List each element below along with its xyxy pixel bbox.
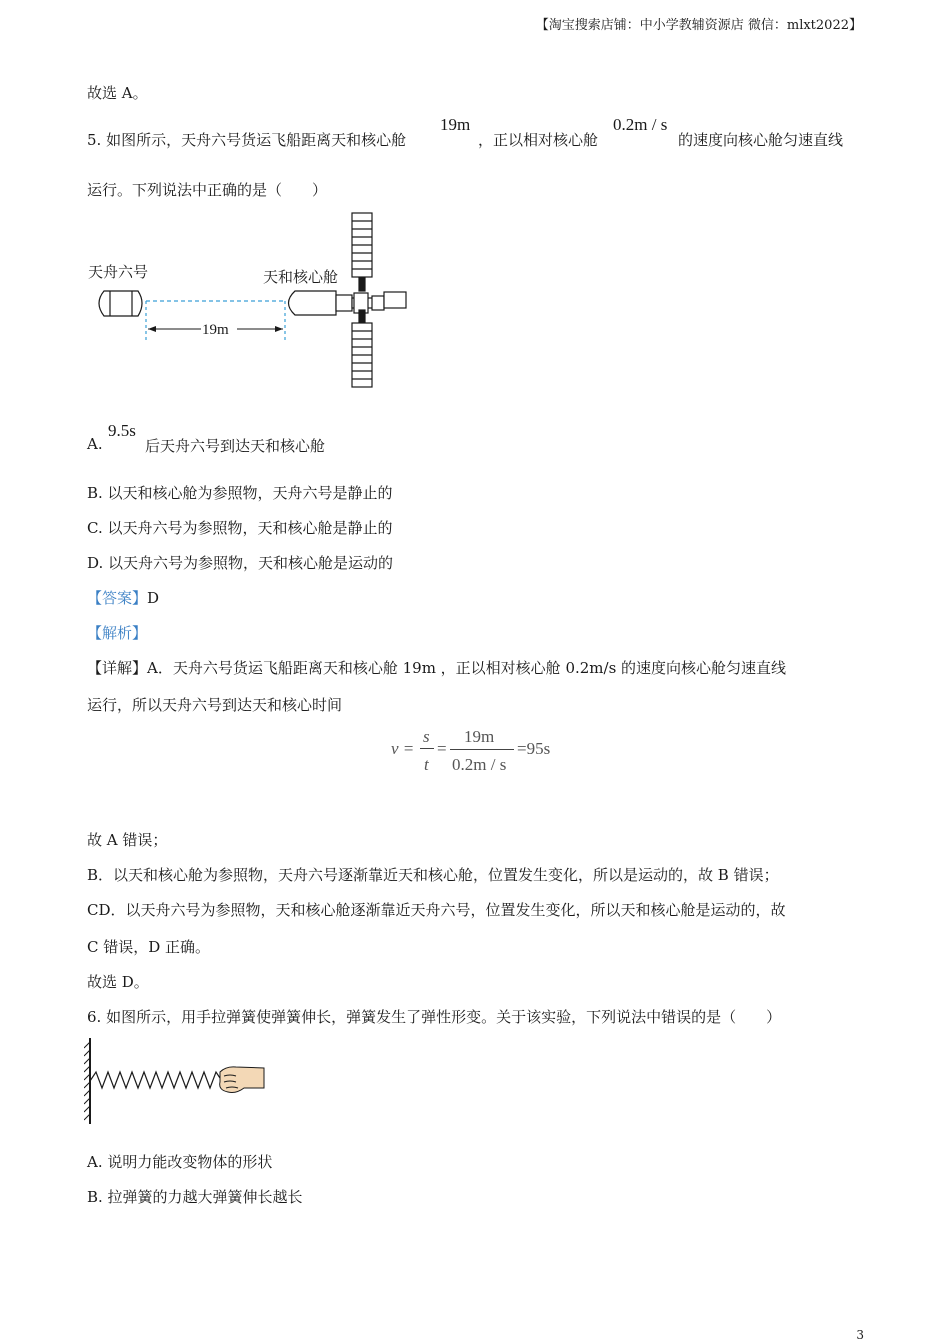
formula-den-t: t — [424, 755, 429, 774]
q5-spacecraft-figure — [80, 205, 420, 395]
q5-stem-part3: 的速度向核心舱匀速直线 — [678, 131, 844, 149]
q5-answer — [87, 587, 159, 608]
figure-label-distance: 19m — [202, 322, 229, 338]
detail-line-2: 运行，所以天舟六号到达天和核心时间 — [87, 696, 343, 714]
solar-panel-bottom — [352, 323, 372, 387]
cd-explanation-1: CD．以天舟六号为参照物，天和核心舱逐渐靠近天舟六号，位置发生变化，所以天和核心舱是运动的，故 — [87, 901, 786, 919]
q6-option-b: B. 拉弹簧的力越大弹簧伸长越长 — [87, 1188, 303, 1206]
formula-num-19m: 19m — [464, 727, 495, 746]
q5-option-a-time: 9.5s — [108, 421, 136, 440]
q5-conclusion: 故选 D。 — [87, 973, 149, 991]
q5-stem-line2: 运行。下列说法中正确的是（ ） — [87, 181, 328, 199]
detail-line-1: 【详解】A．天舟六号货运飞船距离天和核心舱 19m ，正以相对核心舱 0.2m/s 的速度向核心舱匀速直线 — [87, 659, 787, 677]
q6-option-a: A. 说明力能改变物体的形状 — [87, 1153, 273, 1171]
solar-panel-top — [352, 213, 372, 277]
a-wrong: 故 A 错误； — [87, 831, 168, 849]
q5-speed: 0.2m / s — [613, 115, 668, 134]
formula-den-speed: 0.2m / s — [452, 755, 507, 774]
spring-coil — [90, 1072, 222, 1088]
formula-result: =95s — [517, 739, 551, 758]
formula-eq: = — [437, 739, 447, 758]
q5-stem-part1: 5. 如图所示，天舟六号货运飞船距离天和核心舱 — [87, 131, 407, 149]
formula-num-s: s — [423, 727, 430, 746]
q5-option-a-prefix: A. — [87, 435, 103, 453]
q5-distance: 19m — [440, 115, 471, 134]
q5-option-d: D. 以天舟六号为参照物，天和核心舱是运动的 — [87, 554, 394, 572]
page-number: 3 — [856, 1328, 864, 1342]
q6-stem: 6. 如图所示，用手拉弹簧使弹簧伸长，弹簧发生了弹性形变。关于该实验，下列说法中错误的是（ ） — [87, 1008, 782, 1026]
q5-option-a-text: 后天舟六号到达天和核心舱 — [145, 437, 326, 455]
figure-label-tianzhou: 天舟六号 — [88, 263, 149, 281]
previous-conclusion: 故选 A。 — [87, 84, 148, 102]
page-header: 【淘宝搜索店铺：中小学教辅资源店 微信：mlxt2022】 — [535, 18, 862, 33]
q5-stem-part2: ，正以相对核心舱 — [478, 131, 599, 149]
formula-lhs: v = — [391, 739, 415, 758]
answer-value: D — [147, 589, 160, 607]
figure-label-tianhe: 天和核心舱 — [263, 268, 339, 286]
q5-option-b: B. 以天和核心舱为参照物，天舟六号是静止的 — [87, 484, 393, 502]
q6-spring-figure — [84, 1036, 274, 1128]
analysis-tag: 【解析】 — [87, 624, 148, 642]
answer-tag: 【答案】 — [87, 589, 148, 607]
hand-icon — [220, 1067, 264, 1093]
tianzhou-craft-shape — [99, 291, 142, 316]
b-explanation: B．以天和核心舱为参照物，天舟六号逐渐靠近天和核心舱，位置发生变化，所以是运动的，故 B 错误； — [87, 866, 779, 884]
cd-explanation-2: C 错误，D 正确。 — [87, 938, 211, 956]
q5-option-c: C. 以天舟六号为参照物，天和核心舱是静止的 — [87, 519, 393, 537]
